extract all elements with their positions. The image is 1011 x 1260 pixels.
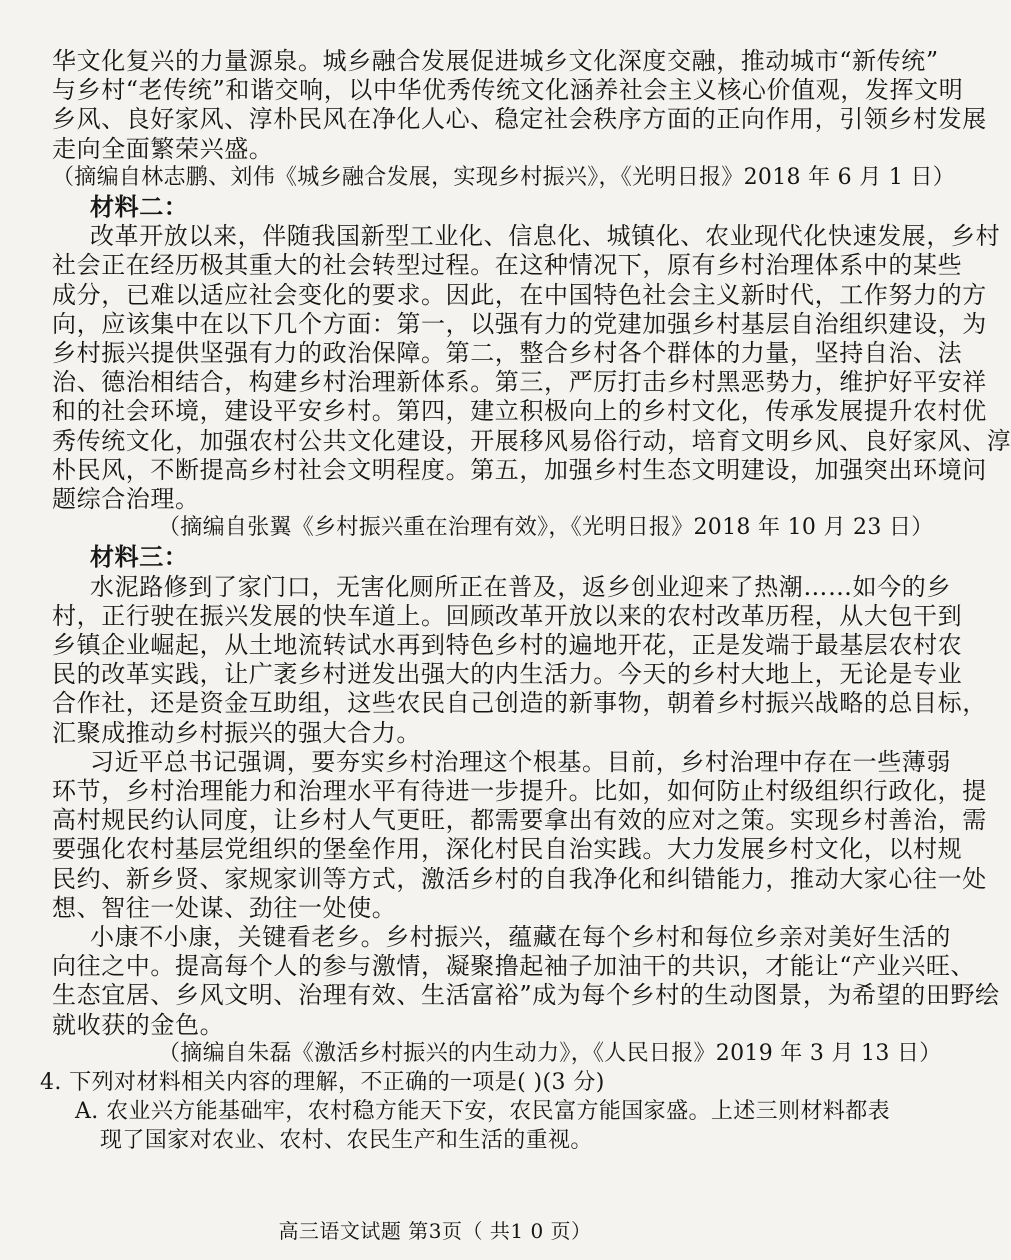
material-3-line: 民的改革实践，让广袤乡村迸发出强大的内生活力。今天的乡村大地上，无论是专业 [52,660,963,689]
material-2-line: 治、德治相结合，构建乡村治理新体系。第三，严厉打击乡村黑恶势力，维护好平安祥 [52,368,987,397]
source-citation-1: （摘编自林志鹏、刘伟《城乡融合发展，实现乡村振兴》，《光明日报》2018 年 6 月 1 日） [52,164,956,190]
material-2-line: 题综合治理。 [52,485,200,513]
material-3-line: 村，正行驶在振兴发展的快车道上。回顾改革开放以来的农村改革历程，从大包干到 [52,601,963,630]
material-2-line: 秀传统文化，加强农村公共文化建设，开展移风易俗行动，培育文明乡风、良好家风、淳 [52,426,1011,455]
material-3-line: 生态宜居、乡风文明、治理有效、生活富裕”成为每个乡村的生动图景，为希望的田野绘 [52,981,1000,1010]
material-2-line: 成分，已难以适应社会变化的要求。因此，在中国特色社会主义新时代，工作努力的方 [52,280,987,309]
material-3-line: 想、智往一处谋、劲往一处使。 [52,893,397,922]
material-3-line: 环节，乡村治理能力和治理水平有待进一步提升。比如，如何防止村级组织行政化，提 [52,777,987,805]
material-3-line: 就收获的金色。 [52,1010,225,1039]
material-3-heading: 材料三： [90,542,189,572]
material-2-line: 向，应该集中在以下几个方面：第一，以强有力的党建加强乡村基层自治组织建设，为 [52,309,987,338]
option-a-line: 现了国家对农业、农村、农民生产和生活的重视。 [100,1128,593,1154]
intro-line: 乡风、良好家风、淳朴民风在净化人心、稳定社会秩序方面的正向作用，引领乡村发展 [52,105,987,134]
material-2-line: 改革开放以来，伴随我国新型工业化、信息化、城镇化、农业现代化快速发展，乡村 [90,222,1001,251]
question-stem: 4. 下列对材料相关内容的理解，不正确的一项是( )(3 分) [40,1070,605,1095]
intro-line: 华文化复兴的力量源泉。城乡融合发展促进城乡文化深度交融，推动城市“新传统” [52,47,939,75]
material-3-line: 民约、新乡贤、家规家训等方式，激活乡村的自我净化和纠错能力，推动大家心往一处 [52,864,987,893]
intro-line: 走向全面繁荣兴盛。 [52,134,274,163]
material-3-line: 乡镇企业崛起，从土地流转试水再到特色乡村的遍地开花，正是发端于最基层农村农 [52,631,963,659]
material-3-line: 汇聚成推动乡村振兴的强大合力。 [52,718,421,747]
option-a-line: A. 农业兴方能基础牢，农村稳方能天下安，农民富方能国家盛。上述三则材料都表 [75,1099,891,1125]
page-footer: 高三语文试题 第3页（ 共1 0 页） [278,1219,592,1243]
material-3-line: 小康不小康，关键看老乡。乡村振兴，蕴藏在每个乡村和每位乡亲对美好生活的 [90,923,951,951]
material-2-line: 朴民风，不断提高乡村社会文明程度。第五，加强乡村生态文明建设，加强突出环境问 [52,455,987,484]
material-3-line: 习近平总书记强调，要夯实乡村治理这个根基。目前，乡村治理中存在一些薄弱 [90,747,951,776]
intro-line: 与乡村“老传统”和谐交响，以中华优秀传统文化涵养社会主义核心价值观，发挥文明 [52,76,964,105]
material-3-line: 高村规民约认同度，让乡村人气更旺，都需要拿出有效的应对之策。实现乡村善治，需 [52,806,987,835]
source-citation-3: （摘编自朱磊《激活乡村振兴的内生动力》，《人民日报》2019 年 3 月 13 日） [158,1040,942,1066]
material-3-line: 水泥路修到了家门口，无害化厕所正在普及，返乡创业迎来了热潮……如今的乡 [90,572,951,601]
material-3-line: 要强化农村基层党组织的堡垒作用，深化村民自治实践。大力发展乡村文化，以村规 [52,835,963,864]
material-2-line: 社会正在经历极其重大的社会转型过程。在这种情况下，原有乡村治理体系中的某些 [52,251,963,280]
material-2-line: 乡村振兴提供坚强有力的政治保障。第二，整合乡村各个群体的力量，坚持自治、法 [52,339,963,367]
source-citation-2: （摘编自张翼《乡村振兴重在治理有效》，《光明日报》2018 年 10 月 23 日） [158,515,934,541]
material-2-heading: 材料二： [90,192,189,221]
material-3-line: 向往之中。提高每个人的参与激情，凝聚撸起袖子加油干的共识，才能让“产业兴旺、 [52,952,976,981]
material-2-line: 和的社会环境，建设平安乡村。第四，建立积极向上的乡村文化，传承发展提升农村优 [52,397,987,426]
material-3-line: 合作社，还是资金互助组，这些农民自己创造的新事物，朝着乡村振兴战略的总目标， [52,689,987,718]
